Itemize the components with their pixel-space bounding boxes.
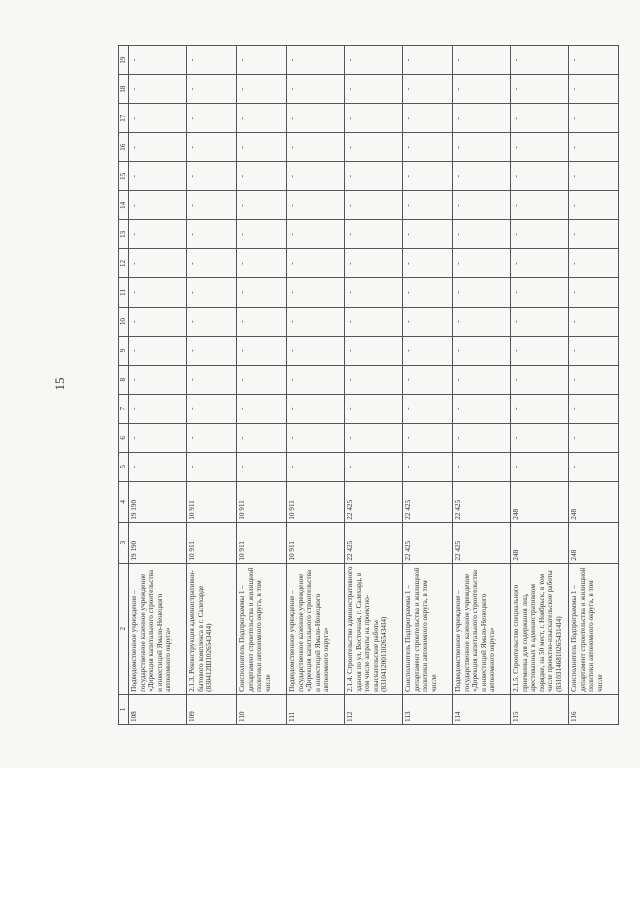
value-cell: 22 425 <box>403 522 453 563</box>
value-cell: 248 <box>569 481 619 522</box>
table-row <box>569 46 619 725</box>
dash-cell: - <box>187 75 237 104</box>
page-number: 15 <box>52 377 67 391</box>
value-cell: 10 911 <box>187 522 237 563</box>
dash-cell: - <box>569 423 619 452</box>
dash-cell: - <box>129 452 187 481</box>
table-header <box>119 46 129 725</box>
dash-cell: - <box>403 133 453 162</box>
row-name-cell: Подведомственное учреждение – государственное казенное учреждение «Дирекция капитального строительства и инвестиций Ямало-Ненецкого автономного округа» <box>129 563 187 694</box>
value-cell: 10 911 <box>237 481 287 522</box>
value-cell: 22 425 <box>345 522 403 563</box>
dash-cell: - <box>403 452 453 481</box>
dash-cell: - <box>237 423 287 452</box>
dash-cell: - <box>237 365 287 394</box>
dash-cell: - <box>129 307 187 336</box>
dash-cell: - <box>187 336 237 365</box>
dash-cell: - <box>511 307 569 336</box>
table-row <box>403 46 453 725</box>
dash-cell: - <box>129 336 187 365</box>
dash-cell: - <box>345 336 403 365</box>
dash-cell: - <box>287 336 345 365</box>
table-row <box>237 46 287 725</box>
dash-cell: - <box>187 307 237 336</box>
value-cell: 19 190 <box>129 481 187 522</box>
dash-cell: - <box>187 104 237 133</box>
dash-cell: - <box>345 394 403 423</box>
page-margin <box>0 768 640 905</box>
dash-cell: - <box>569 336 619 365</box>
dash-cell: - <box>453 249 511 278</box>
value-cell: 248 <box>569 522 619 563</box>
column-header: 2 <box>119 563 129 694</box>
dash-cell: - <box>569 249 619 278</box>
dash-cell: - <box>569 278 619 307</box>
dash-cell: - <box>345 278 403 307</box>
row-name-cell: Подведомственное учреждение – государственное казенное учреждение «Дирекция капитального строительства и инвестиций Ямало-Ненецкого автономного округа» <box>453 563 511 694</box>
value-cell: 19 190 <box>129 522 187 563</box>
dash-cell: - <box>453 365 511 394</box>
dash-cell: - <box>187 452 237 481</box>
dash-cell: - <box>129 162 187 191</box>
dash-cell: - <box>511 75 569 104</box>
table-row <box>287 46 345 725</box>
row-number-cell: 111 <box>287 694 345 724</box>
value-cell: 248 <box>511 481 569 522</box>
row-name-cell: 2.1.4. Строительство административного здания по ул. Восточная, г. Салехард, в том числе затраты на проектно-изыскательские работы (831041200110265434I4) <box>345 563 403 694</box>
dash-cell: - <box>287 307 345 336</box>
dash-cell: - <box>237 307 287 336</box>
value-cell: 10 911 <box>237 522 287 563</box>
column-header: 1 <box>119 694 129 724</box>
dash-cell: - <box>403 365 453 394</box>
dash-cell: - <box>403 191 453 220</box>
dash-cell: - <box>453 394 511 423</box>
dash-cell: - <box>511 278 569 307</box>
column-header: 17 <box>119 104 129 133</box>
dash-cell: - <box>511 452 569 481</box>
dash-cell: - <box>569 365 619 394</box>
row-number-cell: 113 <box>403 694 453 724</box>
row-name-cell: Соисполнитель Подпрограммы 1 – департамент строительства и жилищной политики автономного округа, в том числе <box>569 563 619 694</box>
dash-cell: - <box>237 278 287 307</box>
dash-cell: - <box>129 46 187 75</box>
dash-cell: - <box>237 104 287 133</box>
value-cell: 10 911 <box>187 481 237 522</box>
dash-cell: - <box>453 278 511 307</box>
value-cell: 22 425 <box>453 481 511 522</box>
dash-cell: - <box>453 162 511 191</box>
dash-cell: - <box>569 220 619 249</box>
dash-cell: - <box>511 423 569 452</box>
dash-cell: - <box>129 365 187 394</box>
dash-cell: - <box>129 394 187 423</box>
dash-cell: - <box>453 191 511 220</box>
value-cell: 22 425 <box>345 481 403 522</box>
dash-cell: - <box>129 191 187 220</box>
dash-cell: - <box>403 220 453 249</box>
dash-cell: - <box>569 75 619 104</box>
dash-cell: - <box>453 220 511 249</box>
row-name-cell: Подведомственное учреждение – государственное казенное учреждение «Дирекция капитального строительства и инвестиций Ямало-Ненецкого автономного округа» <box>287 563 345 694</box>
dash-cell: - <box>345 249 403 278</box>
table-row <box>187 46 237 725</box>
dash-cell: - <box>403 162 453 191</box>
dash-cell: - <box>345 75 403 104</box>
dash-cell: - <box>569 307 619 336</box>
dash-cell: - <box>345 133 403 162</box>
dash-cell: - <box>345 220 403 249</box>
row-number-cell: 116 <box>569 694 619 724</box>
dash-cell: - <box>569 104 619 133</box>
dash-cell: - <box>287 220 345 249</box>
budget-table <box>118 45 619 725</box>
dash-cell: - <box>511 191 569 220</box>
column-header: 14 <box>119 191 129 220</box>
column-header: 9 <box>119 336 129 365</box>
dash-cell: - <box>237 133 287 162</box>
rotated-table-wrapper <box>118 45 604 725</box>
dash-cell: - <box>403 278 453 307</box>
table-row <box>453 46 511 725</box>
column-header: 10 <box>119 307 129 336</box>
dash-cell: - <box>237 220 287 249</box>
row-number-cell: 109 <box>187 694 237 724</box>
dash-cell: - <box>403 423 453 452</box>
dash-cell: - <box>129 104 187 133</box>
value-cell: 10 911 <box>287 481 345 522</box>
dash-cell: - <box>129 249 187 278</box>
column-header: 11 <box>119 278 129 307</box>
dash-cell: - <box>569 394 619 423</box>
dash-cell: - <box>403 394 453 423</box>
column-header: 12 <box>119 249 129 278</box>
dash-cell: - <box>569 162 619 191</box>
value-cell: 22 425 <box>453 522 511 563</box>
dash-cell: - <box>569 452 619 481</box>
dash-cell: - <box>187 394 237 423</box>
column-header: 8 <box>119 365 129 394</box>
value-cell: 10 911 <box>287 522 345 563</box>
dash-cell: - <box>453 75 511 104</box>
dash-cell: - <box>237 75 287 104</box>
row-number-cell: 112 <box>345 694 403 724</box>
dash-cell: - <box>187 133 237 162</box>
column-header: 15 <box>119 162 129 191</box>
dash-cell: - <box>569 46 619 75</box>
dash-cell: - <box>345 307 403 336</box>
dash-cell: - <box>187 162 237 191</box>
dash-cell: - <box>129 75 187 104</box>
dash-cell: - <box>511 104 569 133</box>
dash-cell: - <box>511 162 569 191</box>
dash-cell: - <box>129 278 187 307</box>
dash-cell: - <box>237 191 287 220</box>
column-header: 5 <box>119 452 129 481</box>
dash-cell: - <box>287 133 345 162</box>
dash-cell: - <box>287 278 345 307</box>
dash-cell: - <box>287 249 345 278</box>
dash-cell: - <box>403 104 453 133</box>
row-number-cell: 108 <box>129 694 187 724</box>
dash-cell: - <box>511 394 569 423</box>
dash-cell: - <box>511 249 569 278</box>
dash-cell: - <box>287 104 345 133</box>
dash-cell: - <box>345 423 403 452</box>
dash-cell: - <box>237 394 287 423</box>
dash-cell: - <box>345 365 403 394</box>
dash-cell: - <box>511 336 569 365</box>
dash-cell: - <box>345 104 403 133</box>
column-header: 4 <box>119 481 129 522</box>
table-row <box>345 46 403 725</box>
column-number-row <box>119 46 129 725</box>
column-header: 7 <box>119 394 129 423</box>
dash-cell: - <box>237 452 287 481</box>
row-name-cell: 2.1.3. Реконструкция административно-бытового комплекса в г. Салехарде (830412Ш10265434I4) <box>187 563 237 694</box>
column-header: 16 <box>119 133 129 162</box>
dash-cell: - <box>287 162 345 191</box>
dash-cell: - <box>287 452 345 481</box>
dash-cell: - <box>403 336 453 365</box>
column-header: 19 <box>119 46 129 75</box>
dash-cell: - <box>345 191 403 220</box>
column-header: 3 <box>119 522 129 563</box>
dash-cell: - <box>403 75 453 104</box>
dash-cell: - <box>453 336 511 365</box>
dash-cell: - <box>187 278 237 307</box>
table-row <box>129 46 187 725</box>
row-number-cell: 115 <box>511 694 569 724</box>
row-number-cell: 110 <box>237 694 287 724</box>
dash-cell: - <box>129 423 187 452</box>
table-row <box>511 46 569 725</box>
dash-cell: - <box>287 75 345 104</box>
dash-cell: - <box>453 133 511 162</box>
row-name-cell: Соисполнитель Подпрограммы 1 – департамент строительства и жилищной политики автономного округа, в том числе <box>403 563 453 694</box>
dash-cell: - <box>237 162 287 191</box>
dash-cell: - <box>187 365 237 394</box>
dash-cell: - <box>187 220 237 249</box>
dash-cell: - <box>287 191 345 220</box>
dash-cell: - <box>453 104 511 133</box>
dash-cell: - <box>345 46 403 75</box>
dash-cell: - <box>511 133 569 162</box>
dash-cell: - <box>187 423 237 452</box>
dash-cell: - <box>511 365 569 394</box>
dash-cell: - <box>453 423 511 452</box>
dash-cell: - <box>511 220 569 249</box>
row-name-cell: Соисполнитель Подпрограммы 1 – департамент строительства и жилищной политики автономного округа, в том числе <box>237 563 287 694</box>
dash-cell: - <box>237 249 287 278</box>
dash-cell: - <box>511 46 569 75</box>
dash-cell: - <box>345 452 403 481</box>
dash-cell: - <box>345 162 403 191</box>
column-header: 18 <box>119 75 129 104</box>
dash-cell: - <box>287 423 345 452</box>
dash-cell: - <box>453 307 511 336</box>
dash-cell: - <box>569 133 619 162</box>
dash-cell: - <box>403 307 453 336</box>
dash-cell: - <box>403 46 453 75</box>
column-header: 13 <box>119 220 129 249</box>
dash-cell: - <box>129 133 187 162</box>
dash-cell: - <box>129 220 187 249</box>
dash-cell: - <box>569 191 619 220</box>
table-body <box>129 46 619 725</box>
dash-cell: - <box>453 452 511 481</box>
dash-cell: - <box>287 365 345 394</box>
dash-cell: - <box>287 46 345 75</box>
dash-cell: - <box>237 46 287 75</box>
dash-cell: - <box>187 191 237 220</box>
dash-cell: - <box>187 249 237 278</box>
dash-cell: - <box>287 394 345 423</box>
value-cell: 248 <box>511 522 569 563</box>
dash-cell: - <box>237 336 287 365</box>
value-cell: 22 425 <box>403 481 453 522</box>
dash-cell: - <box>453 46 511 75</box>
column-header: 6 <box>119 423 129 452</box>
row-number-cell: 114 <box>453 694 511 724</box>
dash-cell: - <box>187 46 237 75</box>
row-name-cell: 2.1.5. Строительство специального приемника для содержания лиц, арестованных в административном порядке, на 50 мест, г. Ноябрьск, в том числе проектно-изыскательские работы (831031468102654314I4) <box>511 563 569 694</box>
dash-cell: - <box>403 249 453 278</box>
